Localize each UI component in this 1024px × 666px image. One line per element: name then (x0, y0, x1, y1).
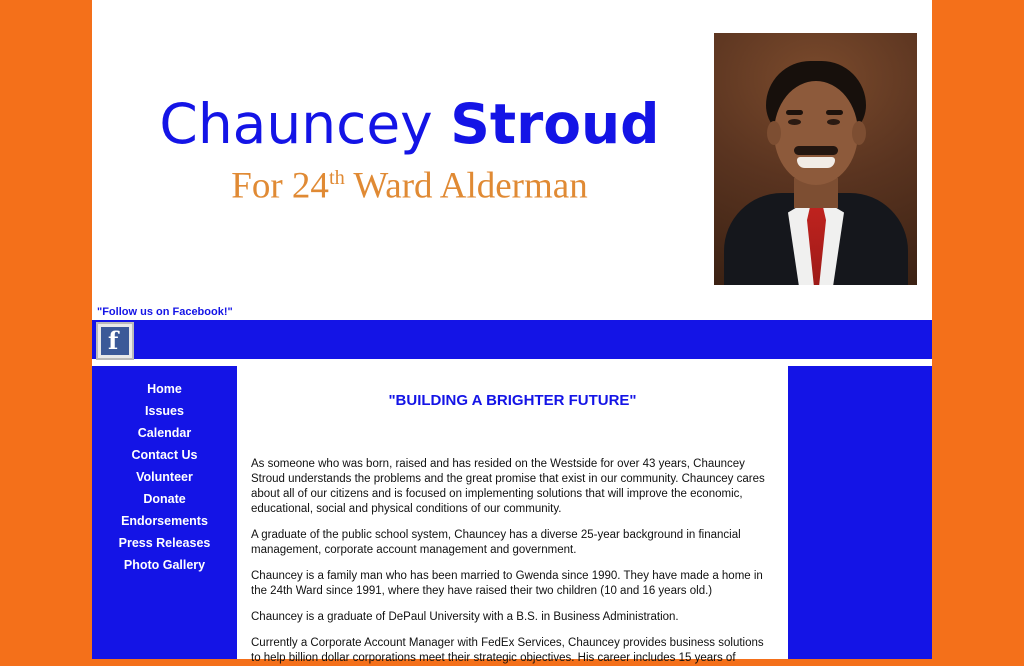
facebook-icon[interactable] (96, 322, 134, 360)
body-paragraph-3: Chauncey is a family man who has been married to Gwenda since 1990. They have made a home in the 24th Ward since 1991, where they have raised their two children (10 and 16 years old.) (251, 570, 763, 597)
sidebar-item-contact-us[interactable]: Contact Us (131, 448, 198, 462)
candidate-last-name: Stroud (450, 92, 660, 156)
sidebar-item-home[interactable]: Home (147, 382, 182, 396)
tagline-prefix: For 24 (231, 165, 329, 207)
portrait-face (774, 81, 858, 185)
candidate-first-name: Chauncey (159, 92, 433, 156)
facebook-glyph: f (101, 327, 129, 355)
site-title (102, 92, 717, 207)
body-paragraph-4: Chauncey is a graduate of DePaul University with a B.S. in Business Administration. (251, 611, 679, 623)
tagline-suffix: Ward Alderman (344, 165, 588, 207)
portrait-ear-left (767, 121, 781, 145)
portrait-mustache (794, 146, 838, 155)
site-banner (92, 0, 932, 306)
page-headline: "BUILDING A BRIGHTER FUTURE" (388, 392, 637, 409)
sidebar-nav (92, 366, 237, 659)
portrait-ear-right (852, 121, 866, 145)
sidebar-item-endorsements[interactable]: Endorsements (121, 514, 208, 528)
sidebar-item-volunteer[interactable]: Volunteer (136, 470, 193, 484)
sidebar-item-photo-gallery[interactable]: Photo Gallery (123, 558, 206, 572)
campaign-tagline (102, 157, 717, 207)
tagline-ordinal: th (328, 167, 345, 189)
sidebar-item-donate[interactable]: Donate (143, 492, 186, 506)
main-content (237, 366, 788, 664)
content-area (92, 366, 932, 664)
social-bar (92, 320, 932, 359)
body-paragraph-2: A graduate of the public school system, Chauncey has a diverse 25-year background in financial management, corporate account management and government. (251, 529, 741, 556)
page-container (92, 0, 932, 664)
portrait-mouth (797, 157, 835, 168)
sidebar-item-issues[interactable]: Issues (145, 404, 184, 418)
body-paragraph-5: Currently a Corporate Account Manager with FedEx Services, Chauncey provides business solutions to help billion dollar corporations meet their strategic objectives. His career includes 15 years of (251, 637, 764, 664)
candidate-name (102, 92, 717, 156)
sidebar-item-press-releases[interactable]: Press Releases (118, 536, 211, 550)
right-column (788, 366, 932, 659)
portrait-eye-left (788, 119, 801, 125)
portrait-brow-left (786, 110, 803, 115)
body-paragraph-1: As someone who was born, raised and has resided on the Westside for over 43 years, Chauncey Stroud understands the problems and the great promise that exist in our community. Chauncey cares about all of our citizens and is focused on implementing solutions that will improve the economic, educational, social and physical conditions of our community. (251, 458, 765, 515)
sidebar-item-calendar[interactable]: Calendar (137, 426, 192, 440)
candidate-portrait (714, 33, 917, 285)
portrait-brow-right (826, 110, 843, 115)
follow-us-label: "Follow us on Facebook!" (97, 306, 233, 318)
portrait-eye-right (827, 119, 840, 125)
